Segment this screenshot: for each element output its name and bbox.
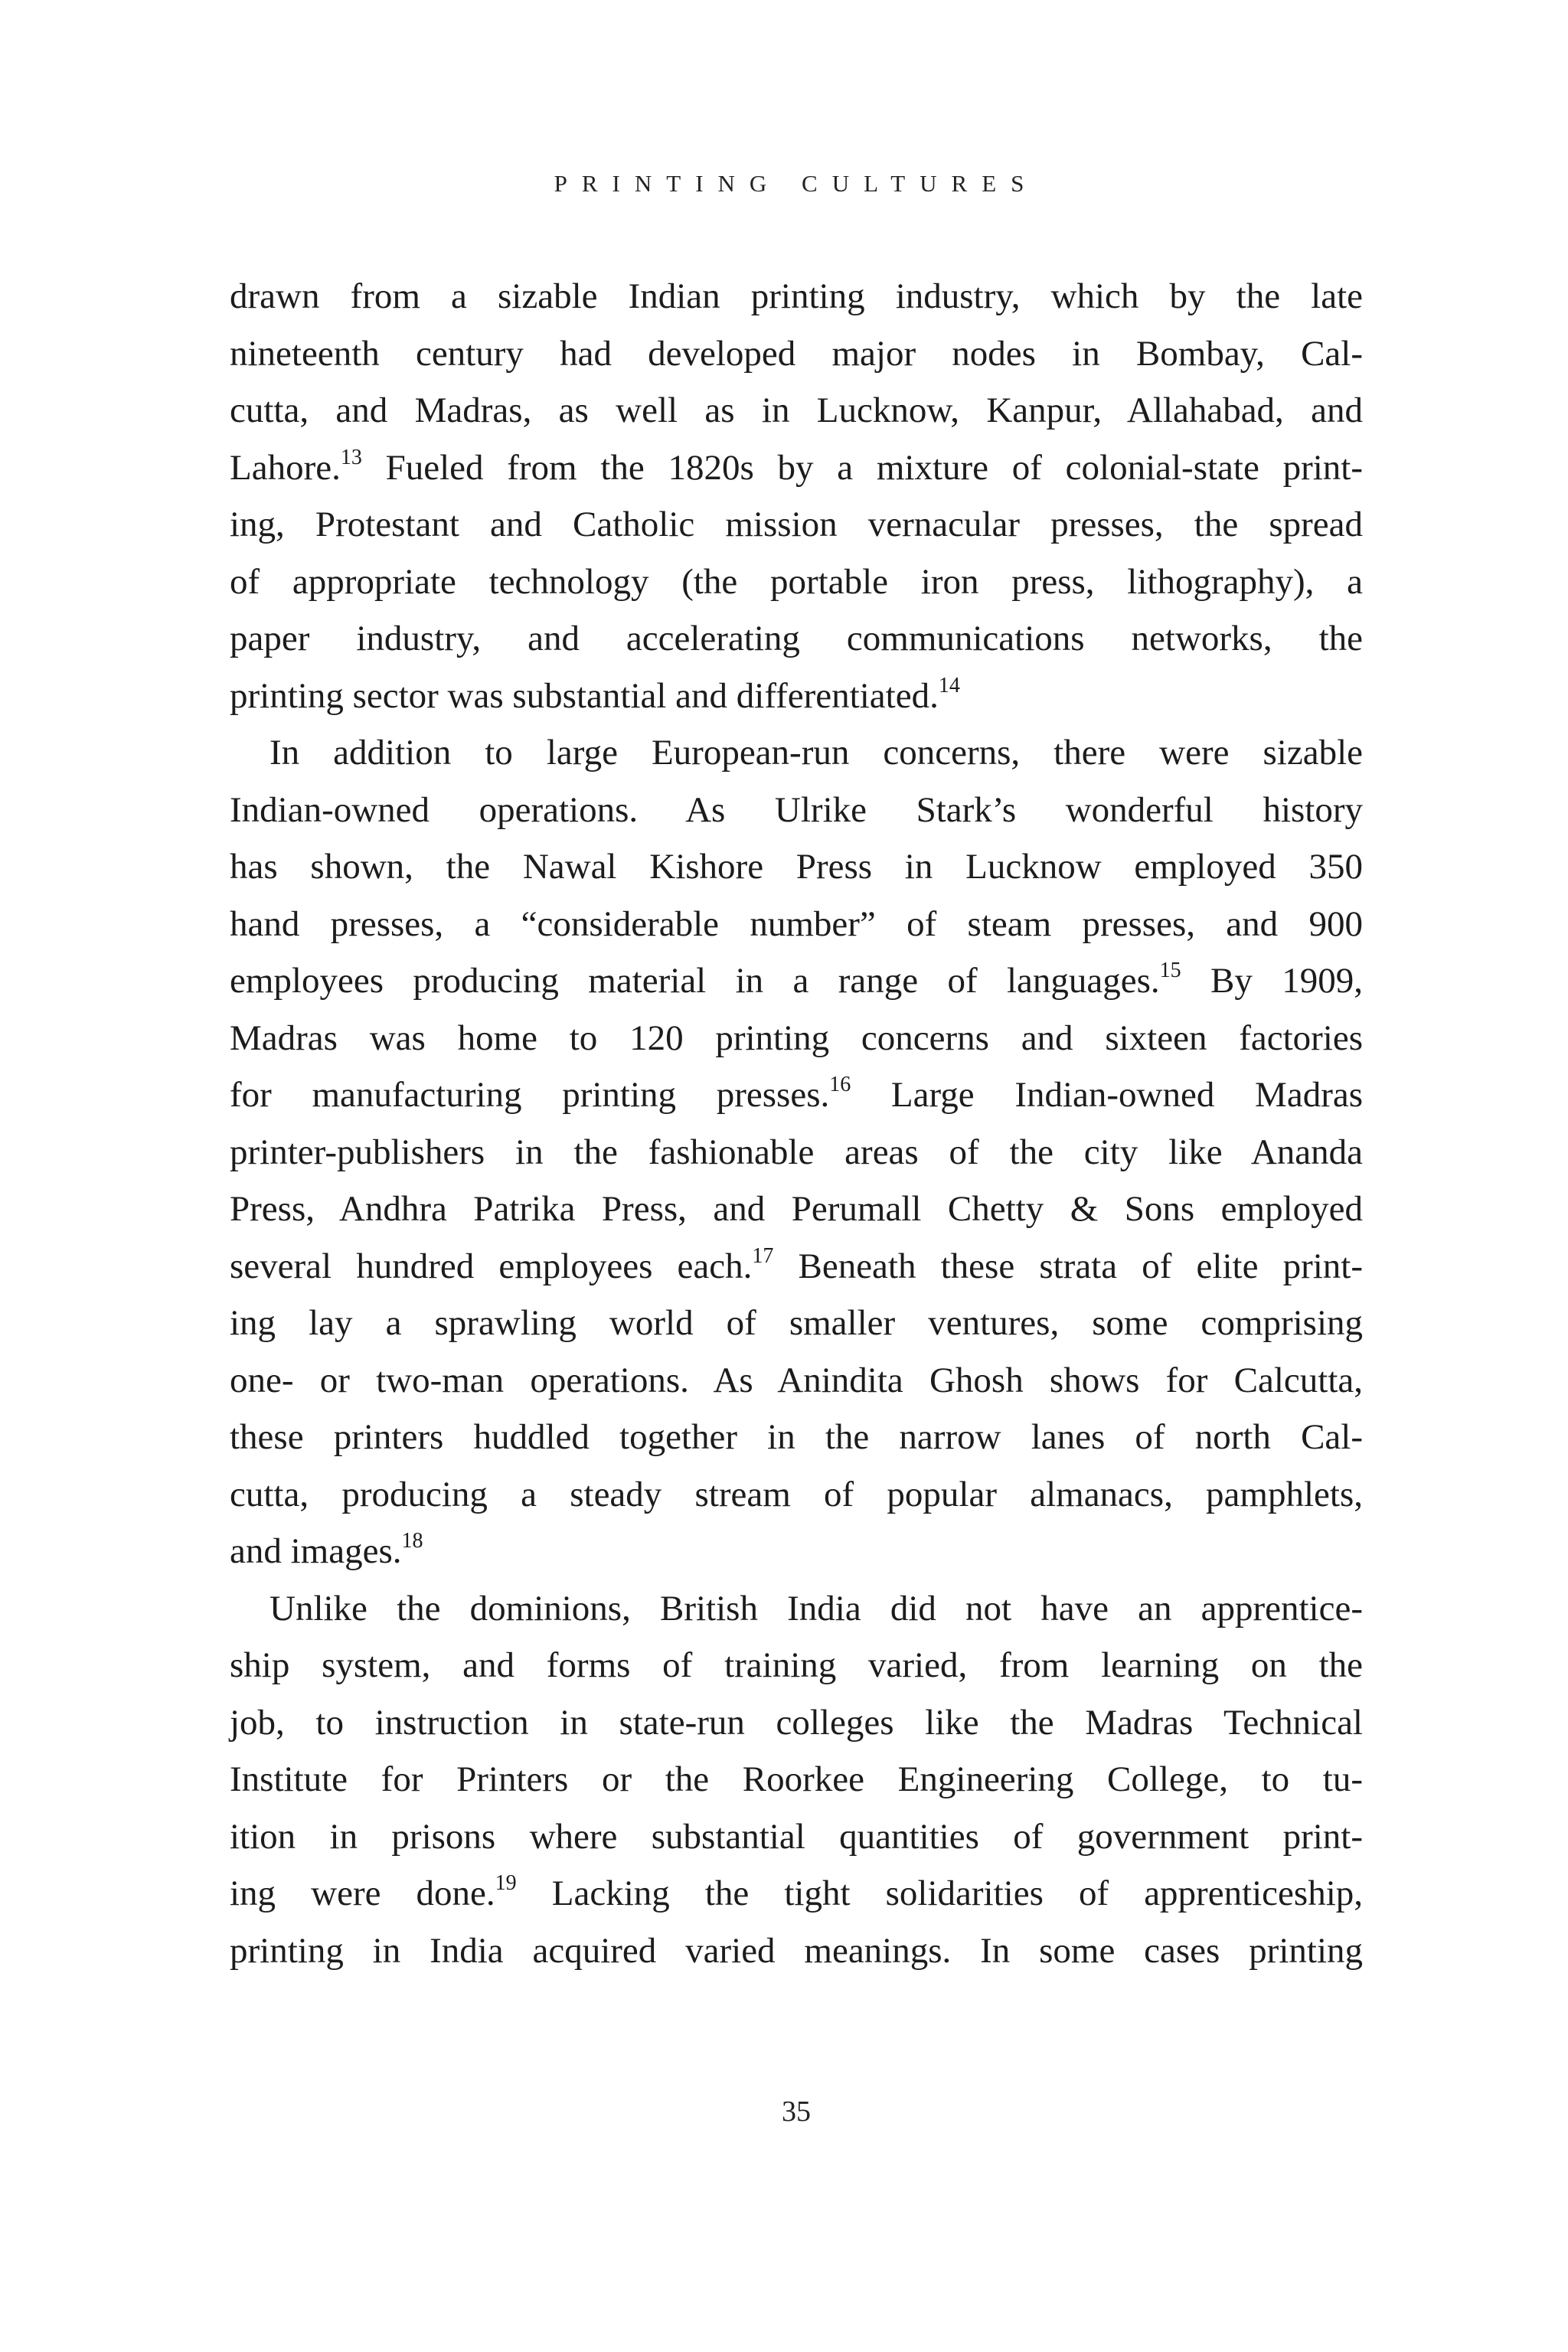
line-text: drawn from a sizable Indian printing industry, which by the late [230, 276, 1363, 316]
text-line [230, 1865, 1363, 1922]
text-line [230, 724, 1363, 782]
text-line [230, 268, 1363, 325]
paragraph [230, 1580, 1363, 1980]
line-text: cutta, and Madras, as well as in Lucknow, Kanpur, Allahabad, and [230, 390, 1363, 430]
paragraph [230, 268, 1363, 724]
text-line [230, 668, 1363, 725]
line-text: nineteenth century had developed major nodes in Bombay, Cal- [230, 333, 1363, 374]
text-line [230, 1010, 1363, 1067]
line-text: Institute for Printers or the Roorkee Engineering College, to tu- [230, 1759, 1363, 1799]
text-line [230, 782, 1363, 839]
line-text: By 1909, [1181, 961, 1363, 1001]
line-text: ing, Protestant and Catholic mission vernacular presses, the spread [230, 505, 1363, 544]
line-text: employees producing material in a range of languages. [230, 961, 1160, 1001]
line-text: ing were done. [230, 1873, 495, 1913]
text-line [230, 952, 1363, 1010]
paragraph [230, 724, 1363, 1580]
text-line [230, 1808, 1363, 1866]
line-text: cutta, producing a steady stream of popular almanacs, pamphlets, [230, 1474, 1363, 1514]
text-line [230, 325, 1363, 383]
line-text: for manufacturing printing presses. [230, 1075, 830, 1115]
line-text: several hundred employees each. [230, 1246, 753, 1286]
text-line [230, 382, 1363, 439]
text-line [230, 1238, 1363, 1295]
text-line [230, 1181, 1363, 1238]
text-line [230, 610, 1363, 668]
text-line [230, 1922, 1363, 1980]
line-text: of appropriate technology (the portable iron press, lithography), a [230, 561, 1363, 602]
footnote-marker: 17 [752, 1243, 774, 1268]
footnote-marker: 18 [401, 1529, 423, 1553]
line-text: Fueled from the 1820s by a mixture of colonial-state print- [361, 447, 1363, 488]
text-line [230, 1694, 1363, 1752]
line-text: hand presses, a “considerable number” of steam presses, and 900 [230, 903, 1363, 944]
text-line [230, 1295, 1363, 1352]
footnote-marker: 13 [340, 445, 362, 469]
line-text: has shown, the Nawal Kishore Press in Lucknow employed 350 [230, 847, 1363, 887]
text-line [230, 1523, 1363, 1580]
line-text: printing in India acquired varied meanings. In some cases printing [230, 1930, 1363, 1971]
body-text [230, 268, 1363, 1979]
text-line [230, 439, 1363, 497]
footnote-marker: 19 [495, 1871, 517, 1895]
line-text: In addition to large European-run concerns, there were sizable [270, 733, 1363, 773]
line-text: Madras was home to 120 printing concerns and sixteen factories [230, 1018, 1363, 1058]
text-line [230, 1352, 1363, 1410]
footnote-marker: 16 [829, 1073, 851, 1096]
footnote-marker: 14 [938, 673, 960, 697]
line-text: one- or two-man operations. As Anindita Ghosh shows for Calcutta, [230, 1360, 1363, 1400]
line-text: and images. [230, 1531, 402, 1571]
page-number: 35 [782, 2096, 811, 2128]
line-text: Lahore. [230, 447, 341, 488]
text-line [230, 1751, 1363, 1808]
running-head: PRINTING CULTURES [554, 170, 1039, 197]
text-line [230, 1067, 1363, 1124]
line-text: printing sector was substantial and differentiated. [230, 675, 939, 716]
text-line [230, 1409, 1363, 1466]
line-text: Lacking the tight solidarities of apprenticeship, [516, 1873, 1363, 1913]
text-line [230, 1637, 1363, 1694]
line-text: Unlike the dominions, British India did not have an apprentice- [270, 1588, 1363, 1628]
line-text: these printers huddled together in the narrow lanes of north Cal- [230, 1417, 1363, 1457]
line-text: ing lay a sprawling world of smaller ventures, some comprising [230, 1303, 1363, 1343]
line-text: Press, Andhra Patrika Press, and Perumall Chetty & Sons employed [230, 1189, 1363, 1229]
text-line [230, 1580, 1363, 1638]
line-text: job, to instruction in state-run colleges like the Madras Technical [230, 1702, 1363, 1743]
line-text: Beneath these strata of elite print- [773, 1246, 1363, 1286]
line-text: ition in prisons where substantial quantities of government print- [230, 1816, 1363, 1857]
line-text: paper industry, and accelerating communications networks, the [230, 619, 1363, 658]
footnote-marker: 15 [1159, 959, 1181, 982]
line-text: ship system, and forms of training varied, from learning on the [230, 1645, 1363, 1685]
text-line [230, 896, 1363, 953]
line-text: printer-publishers in the fashionable areas of the city like Ananda [230, 1132, 1363, 1172]
line-text: Indian-owned operations. As Ulrike Stark’s wonderful history [230, 789, 1363, 830]
text-line [230, 838, 1363, 896]
text-line [230, 496, 1363, 554]
text-line [230, 554, 1363, 611]
text-line [230, 1124, 1363, 1181]
line-text: Large Indian-owned Madras [851, 1075, 1363, 1115]
text-line [230, 1466, 1363, 1524]
